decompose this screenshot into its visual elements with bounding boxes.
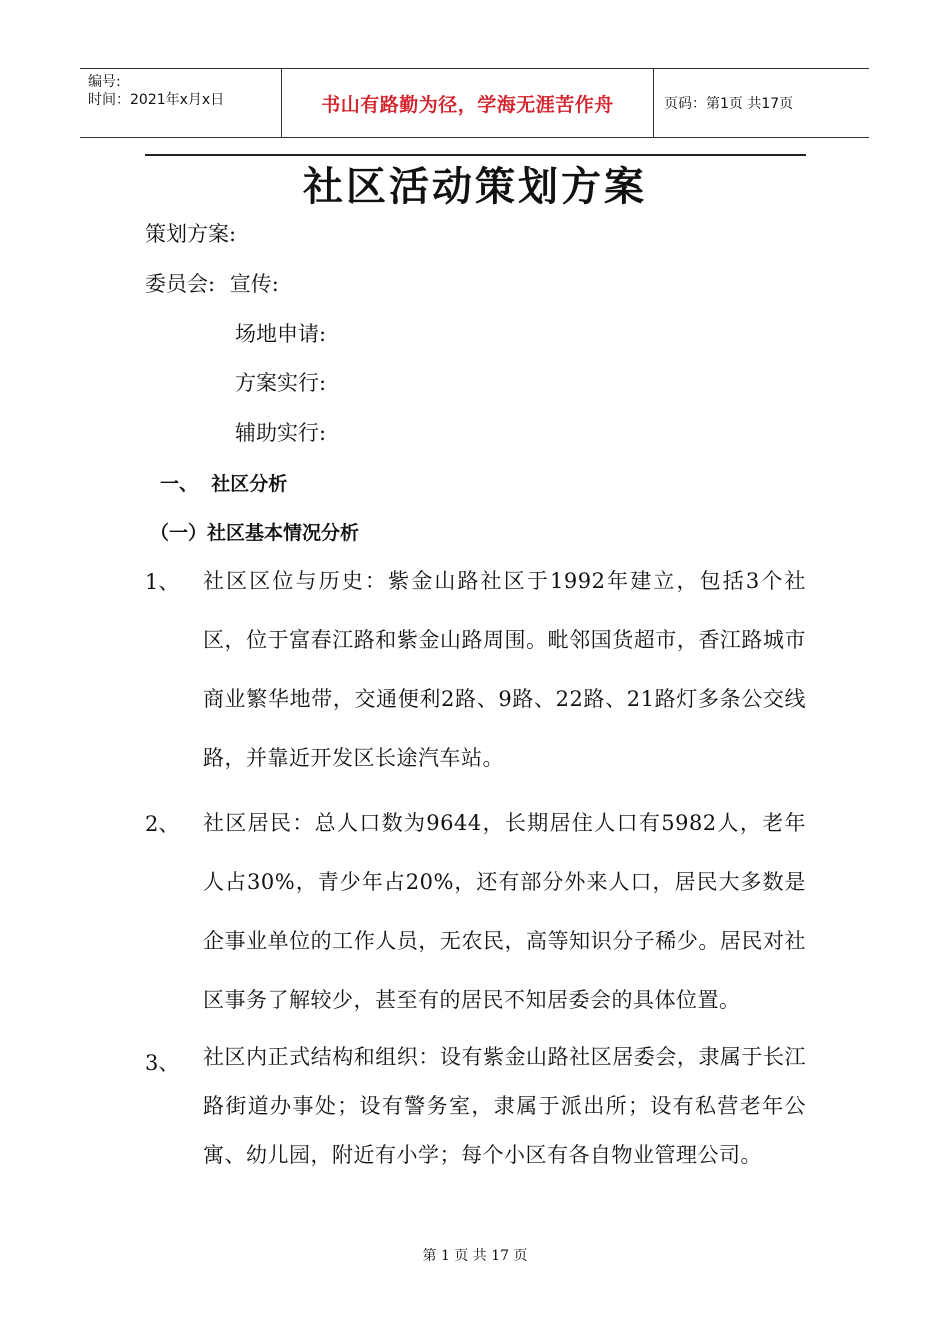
header-motto: 书山有路勤为径，学海无涯苦作舟 <box>321 93 614 116</box>
committee-item: 方案实行: <box>235 371 327 395</box>
page-footer: 第 1 页 共 17 页 <box>422 1248 528 1264</box>
committee-prefix: 委员会: <box>145 272 216 296</box>
plan-label: 策划方案: <box>145 222 237 246</box>
item-paragraph: 社区内正式结构和组织：设有紫金山路社区居委会，隶属于长江路街道办事处；设有警务室，隶属于派出所；设有私营老年公寓、幼儿园，附近有小学；每个小区有各自物业管理公司。 <box>203 1045 806 1167</box>
committee-item: 场地申请: <box>235 322 327 346</box>
item-paragraph: 社区区位与历史：紫金山路社区于1992年建立，包括3个社区，位于富春江路和紫金山路周围。毗邻国货超市，香江路城市商业繁华地带，交通便利2路、9路、22路、21路灯多条公交线路，并靠近开发区长途汽车站。 <box>203 569 806 770</box>
section-subheading: （一）社区基本情况分析 <box>150 522 360 544</box>
item-paragraph: 社区居民：总人口数为9644，长期居住人口有5982人，老年人占30%，青少年占20%，还有部分外来人口，居民大多数是企事业单位的工作人员，无农民，高等知识分子稀少。居民对社区事务了解较少，甚至有的居民不知居委会的具体位置。 <box>203 811 806 1012</box>
committee-line <box>145 269 279 299</box>
committee-item: 宣传: <box>229 272 279 296</box>
document-title: 社区活动策划方案 <box>303 164 647 210</box>
header-page-cell <box>654 69 869 137</box>
doc-code-label: 编号: <box>88 74 121 90</box>
title-rule <box>145 154 806 156</box>
item-number: 3、 <box>145 1051 180 1075</box>
section-heading: 一、 社区分析 <box>160 473 288 495</box>
header-meta-cell <box>80 69 282 137</box>
item-number: 1、 <box>145 570 180 594</box>
item-number: 2、 <box>145 812 180 836</box>
header-table <box>80 68 869 138</box>
committee-item: 辅助实行: <box>235 421 327 445</box>
header-motto-cell <box>282 69 654 137</box>
header-page-info: 页码：第1页 共17页 <box>664 96 794 112</box>
doc-time-label: 时间：2021年x月x日 <box>88 92 225 108</box>
